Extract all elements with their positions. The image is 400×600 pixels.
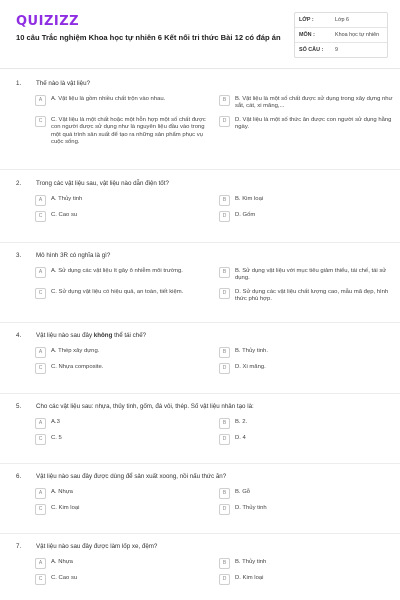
option-text: C. 5 <box>51 435 62 441</box>
option-b[interactable] <box>219 195 395 206</box>
question-divider <box>0 242 400 243</box>
question-number: 4. <box>16 332 22 339</box>
option-text: C. Cao su <box>51 575 78 581</box>
option-c[interactable] <box>35 116 211 147</box>
question-number: 7. <box>16 543 22 550</box>
meta-row-subject <box>295 28 387 43</box>
option-a[interactable] <box>35 488 211 499</box>
option-d[interactable] <box>219 434 395 445</box>
option-letter: D <box>219 288 230 299</box>
option-b[interactable] <box>219 347 395 358</box>
option-text: A. Vật liệu là gồm nhiều chất trộn vào nhau. <box>51 96 166 102</box>
header-divider <box>0 68 400 69</box>
option-letter: D <box>219 574 230 585</box>
question-number: 2. <box>16 180 22 187</box>
option-letter: D <box>219 363 230 374</box>
option-text: D. Thủy tinh <box>235 505 267 511</box>
option-text: D. Xi măng. <box>235 364 266 370</box>
option-letter: B <box>219 267 230 278</box>
question-1 <box>16 80 393 146</box>
option-letter: C <box>35 363 46 374</box>
option-letter: D <box>219 504 230 515</box>
option-c[interactable] <box>35 211 211 222</box>
question-number: 1. <box>16 80 22 87</box>
option-letter: A <box>35 418 46 429</box>
option-text: B. Gỗ <box>235 489 251 495</box>
option-text: B. Sử dụng vật liệu với mục tiêu giảm thiểu, tái chế, tái sử dụng. <box>235 268 387 282</box>
option-c[interactable] <box>35 288 211 304</box>
meta-value: Khoa học tự nhiên <box>335 32 380 38</box>
option-c[interactable] <box>35 434 211 445</box>
worksheet-title: 10 câu Trắc nghiệm Khoa học tự nhiên 6 Kết nối tri thức Bài 12 có đáp án <box>16 33 281 42</box>
option-text: B. Vật liệu là một số chất được sử dụng trong xây dựng như sắt, cát, xi măng,... <box>235 96 393 110</box>
question-text: Vật liệu nào sau đây được dùng để sản xuất xoong, nồi nấu thức ăn? <box>36 473 227 480</box>
option-b[interactable] <box>219 267 395 283</box>
meta-label: LỚP : <box>299 17 314 23</box>
option-b[interactable] <box>219 418 395 429</box>
option-letter: B <box>219 195 230 206</box>
question-5 <box>16 403 386 445</box>
question-3 <box>16 252 389 304</box>
option-text: A. Nhựa <box>51 489 73 495</box>
option-text: D. Kim loại <box>235 575 264 581</box>
option-letter: C <box>35 116 46 127</box>
option-c[interactable] <box>35 504 211 515</box>
question-4 <box>16 332 386 374</box>
option-letter: B <box>219 418 230 429</box>
option-c[interactable] <box>35 363 211 374</box>
option-letter: B <box>219 488 230 499</box>
meta-row-count <box>295 43 387 57</box>
option-d[interactable] <box>219 363 395 374</box>
option-text: B. Thủy tinh <box>235 559 267 565</box>
question-emphasis: không <box>93 332 113 339</box>
question-2 <box>16 180 386 222</box>
option-a[interactable] <box>35 347 211 358</box>
option-letter: D <box>219 434 230 445</box>
option-letter: A <box>35 558 46 569</box>
option-a[interactable] <box>35 95 211 111</box>
question-number: 5. <box>16 403 22 410</box>
option-a[interactable] <box>35 558 211 569</box>
option-letter: B <box>219 347 230 358</box>
option-text: A. Sử dụng các vật liệu ít gây ô nhiễm môi trường. <box>51 268 183 274</box>
question-text: Thế nào là vật liệu? <box>36 80 91 87</box>
question-number: 3. <box>16 252 22 259</box>
meta-row-class <box>295 13 387 28</box>
option-letter: A <box>35 95 46 106</box>
option-letter: C <box>35 288 46 299</box>
option-text: B. Thủy tinh. <box>235 348 268 354</box>
option-letter: D <box>219 211 230 222</box>
option-b[interactable] <box>219 95 395 111</box>
question-text: Mô hình 3R có nghĩa là gì? <box>36 252 111 259</box>
option-c[interactable] <box>35 574 211 585</box>
option-text: C. Nhựa composite. <box>51 364 104 370</box>
option-text: B. 2. <box>235 419 248 425</box>
question-number: 6. <box>16 473 22 480</box>
option-a[interactable] <box>35 418 211 429</box>
option-text: C. Kim loại <box>51 505 80 511</box>
question-divider <box>0 533 400 534</box>
option-text: C. Cao su <box>51 212 78 218</box>
option-letter: B <box>219 95 230 106</box>
question-text: Trong các vật liệu sau, vật liệu nào dẫn điện tốt? <box>36 180 169 187</box>
option-text: C. Sử dụng vật liệu có hiệu quả, an toàn, tiết kiệm. <box>51 288 184 295</box>
worksheet-meta-box <box>294 12 388 58</box>
option-letter: A <box>35 488 46 499</box>
meta-label: SỐ CÂU : <box>299 47 324 53</box>
option-letter: C <box>35 504 46 515</box>
question-divider <box>0 463 400 464</box>
quizizz-logo: QUIZIZZ <box>16 14 80 29</box>
option-letter: B <box>219 558 230 569</box>
option-letter: C <box>35 434 46 445</box>
option-text: C. Vật liệu là một chất hoặc một hỗn hợp một số chất được con người được sử dụng như là nguyên liệu đầu vào trong một quá trình sản xuất để tạo ra những sản phẩm phục vụ cuộc sống. <box>51 116 206 146</box>
option-text: B. Kim loại <box>235 196 264 202</box>
option-text: D. 4 <box>235 435 246 441</box>
option-text: D. Vật liệu là một số thức ăn được con người sử dụng hằng ngày. <box>235 116 392 131</box>
question-divider <box>0 322 400 323</box>
option-d[interactable] <box>219 574 395 585</box>
option-text: D. Sử dụng các vật liệu chất lượng cao, mẫu mã đẹp, hình thức phù hợp. <box>235 288 389 303</box>
option-text: A.3 <box>51 419 60 425</box>
question-7 <box>16 543 386 585</box>
meta-value: Lớp 6 <box>335 17 350 23</box>
question-text: Vật liệu nào sau đây được làm lốp xe, đệm? <box>36 543 158 550</box>
question-text-part: thể tái chế? <box>112 332 147 339</box>
option-b[interactable] <box>219 558 395 569</box>
question-6 <box>16 473 386 515</box>
option-letter: C <box>35 211 46 222</box>
option-letter: D <box>219 116 230 127</box>
option-text: A. Thủy tinh <box>51 196 83 202</box>
question-divider <box>0 393 400 394</box>
option-text: D. Gốm <box>235 212 256 218</box>
question-text-part: Vật liệu nào sau đây <box>36 332 94 339</box>
option-letter: C <box>35 574 46 585</box>
question-text: Cho các vật liệu sau: nhựa, thủy tinh, gốm, đá vôi, thép. Số vật liệu nhân tạo là: <box>36 403 254 410</box>
option-a[interactable] <box>35 267 211 283</box>
meta-value: 9 <box>335 47 338 53</box>
option-letter: A <box>35 267 46 278</box>
option-b[interactable] <box>219 488 395 499</box>
option-d[interactable] <box>219 504 395 515</box>
option-text: A. Thép xây dựng. <box>51 348 100 354</box>
question-divider <box>0 169 400 170</box>
option-d[interactable] <box>219 211 395 222</box>
option-text: A. Nhựa <box>51 559 73 565</box>
option-d[interactable] <box>219 288 395 304</box>
option-d[interactable] <box>219 116 395 147</box>
option-letter: A <box>35 195 46 206</box>
option-letter: A <box>35 347 46 358</box>
meta-label: MÔN : <box>299 32 315 38</box>
question-text <box>36 332 386 340</box>
option-a[interactable] <box>35 195 211 206</box>
